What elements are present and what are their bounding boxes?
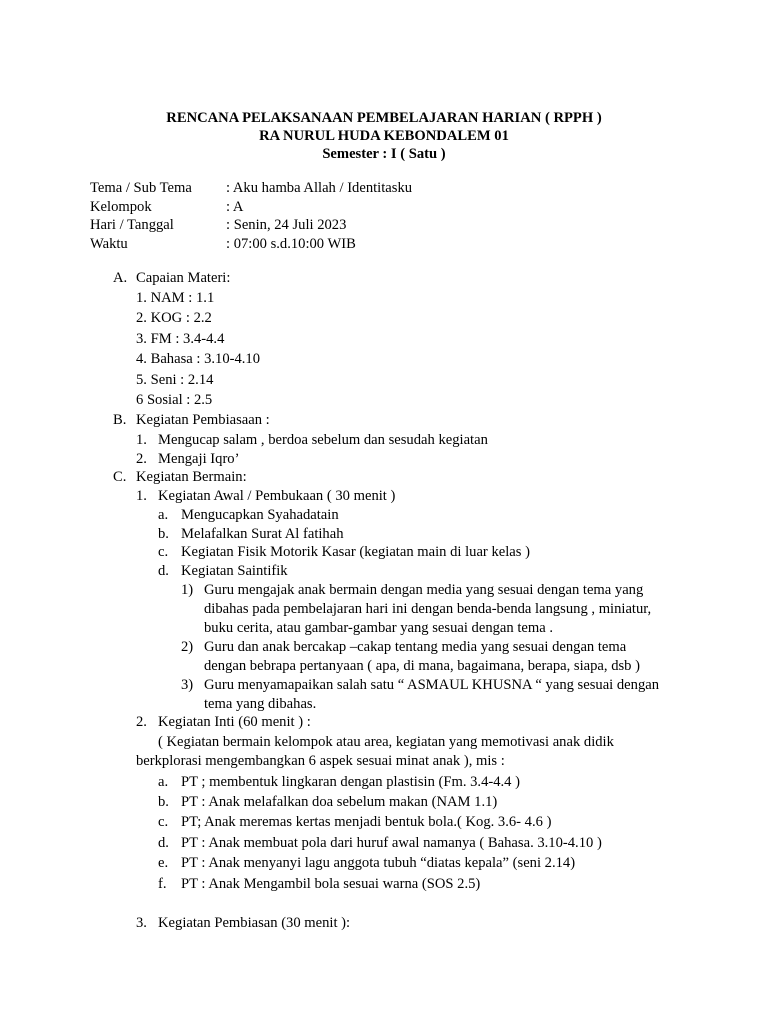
kegiatan-pembiasaan-title: Kegiatan Pembiasan (30 menit ): xyxy=(158,915,351,931)
title-rpph: RENCANA PELAKSANAAN PEMBELAJARAN HARIAN ( RPPH ) xyxy=(166,110,602,126)
section-a-marker: A. xyxy=(113,270,128,286)
list-marker: 1. xyxy=(136,488,147,504)
section-a-title: Capaian Materi: xyxy=(136,270,231,286)
info-table xyxy=(90,179,412,253)
capaian-item: 3. FM : 3.4-4.4 xyxy=(136,331,225,347)
capaian-item: 2. KOG : 2.2 xyxy=(136,310,212,326)
section-b-marker: B. xyxy=(113,412,127,428)
kegiatan-inti-item: PT ; membentuk lingkaran dengan plastisin (Fm. 3.4-4.4 ) xyxy=(181,774,520,790)
pembiasaan-item: Mengaji Iqro’ xyxy=(158,451,240,467)
list-marker: f. xyxy=(158,876,167,892)
kegiatan-awal-item: Mengucapkan Syahadatain xyxy=(181,507,339,523)
title-school: RA NURUL HUDA KEBONDALEM 01 xyxy=(259,128,509,144)
kegiatan-inti-title: Kegiatan Inti (60 menit ) : xyxy=(158,714,311,730)
saintifik-line: Guru menyamapaikan salah satu “ ASMAUL KHUSNA “ yang sesuai dengan xyxy=(204,677,660,693)
section-c-title: Kegiatan Bermain: xyxy=(136,469,247,485)
list-marker: e. xyxy=(158,855,169,871)
kegiatan-inti-item: PT : Anak membuat pola dari huruf awal namanya ( Bahasa. 3.10-4.10 ) xyxy=(181,835,602,851)
section-b-title: Kegiatan Pembiasaan : xyxy=(136,412,270,428)
list-marker: 3) xyxy=(181,677,194,693)
list-marker: b. xyxy=(158,794,169,810)
saintifik-line: buku cerita, atau gambar-gambar yang sesuai dengan tema . xyxy=(204,620,554,636)
list-marker: c. xyxy=(158,544,169,560)
kegiatan-inti-item: PT : Anak Mengambil bola sesuai warna (SOS 2.5) xyxy=(181,876,481,892)
info-row-waktu xyxy=(90,235,412,254)
section-c-marker: C. xyxy=(113,469,127,485)
list-marker: 3. xyxy=(136,915,147,931)
info-value: : Senin, 24 Juli 2023 xyxy=(226,217,347,233)
info-value: : Aku hamba Allah / Identitasku xyxy=(226,180,413,196)
list-marker: 2) xyxy=(181,639,194,655)
info-label: Tema / Sub Tema xyxy=(90,180,192,196)
saintifik-line: dengan bebrapa pertanyaan ( apa, di mana, bagaimana, berapa, siapa, dsb ) xyxy=(204,658,640,674)
list-marker: a. xyxy=(158,774,169,790)
info-label: Kelompok xyxy=(90,198,152,215)
kegiatan-awal-item: Kegiatan Saintifik xyxy=(181,563,288,579)
kegiatan-inti-item: PT; Anak meremas kertas menjadi bentuk bola.( Kog. 3.6- 4.6 ) xyxy=(181,814,552,830)
saintifik-line: Guru mengajak anak bermain dengan media yang sesuai dengan tema yang xyxy=(204,582,644,598)
info-label: Hari / Tanggal xyxy=(90,217,174,233)
info-label: Waktu xyxy=(90,235,128,252)
kegiatan-inti-desc: berkplorasi mengembangkan 6 aspek sesuai minat anak ), mis : xyxy=(136,753,505,769)
list-marker: a. xyxy=(158,507,169,523)
kegiatan-awal-title: Kegiatan Awal / Pembukaan ( 30 menit ) xyxy=(158,488,396,504)
title-semester: Semester : I ( Satu ) xyxy=(322,146,446,162)
info-value: : 07:00 s.d.10:00 WIB xyxy=(226,235,356,252)
capaian-item: 5. Seni : 2.14 xyxy=(136,372,214,388)
capaian-item: 1. NAM : 1.1 xyxy=(136,290,215,306)
list-marker: 1. xyxy=(136,432,147,448)
list-marker: 2. xyxy=(136,451,147,467)
kegiatan-inti-desc: ( Kegiatan bermain kelompok atau area, kegiatan yang memotivasi anak didik xyxy=(158,734,614,750)
info-row-kelompok xyxy=(90,198,412,217)
list-marker: d. xyxy=(158,563,169,579)
saintifik-line: dibahas pada pembelajaran hari ini dengan benda-benda langsung , miniatur, xyxy=(204,601,652,617)
info-row-tema xyxy=(90,179,412,198)
saintifik-line: Guru dan anak bercakap –cakap tentang media yang sesuai dengan tema xyxy=(204,639,627,655)
saintifik-line: tema yang dibahas. xyxy=(204,696,317,712)
capaian-item: 4. Bahasa : 3.10-4.10 xyxy=(136,351,261,367)
kegiatan-awal-item: Kegiatan Fisik Motorik Kasar (kegiatan main di luar kelas ) xyxy=(181,544,530,560)
document-title xyxy=(0,109,768,163)
kegiatan-inti-item: PT : Anak melafalkan doa sebelum makan (NAM 1.1) xyxy=(181,794,498,810)
pembiasaan-item: Mengucap salam , berdoa sebelum dan sesudah kegiatan xyxy=(158,432,488,448)
capaian-item: 6 Sosial : 2.5 xyxy=(136,392,213,408)
list-marker: 2. xyxy=(136,714,147,730)
info-value: : A xyxy=(226,198,244,215)
list-marker: 1) xyxy=(181,582,194,598)
list-marker: c. xyxy=(158,814,169,830)
list-marker: b. xyxy=(158,526,169,542)
kegiatan-awal-item: Melafalkan Surat Al fatihah xyxy=(181,526,344,542)
list-marker: d. xyxy=(158,835,169,851)
info-row-tanggal xyxy=(90,216,412,235)
kegiatan-inti-item: PT : Anak menyanyi lagu anggota tubuh “diatas kepala” (seni 2.14) xyxy=(181,855,576,871)
